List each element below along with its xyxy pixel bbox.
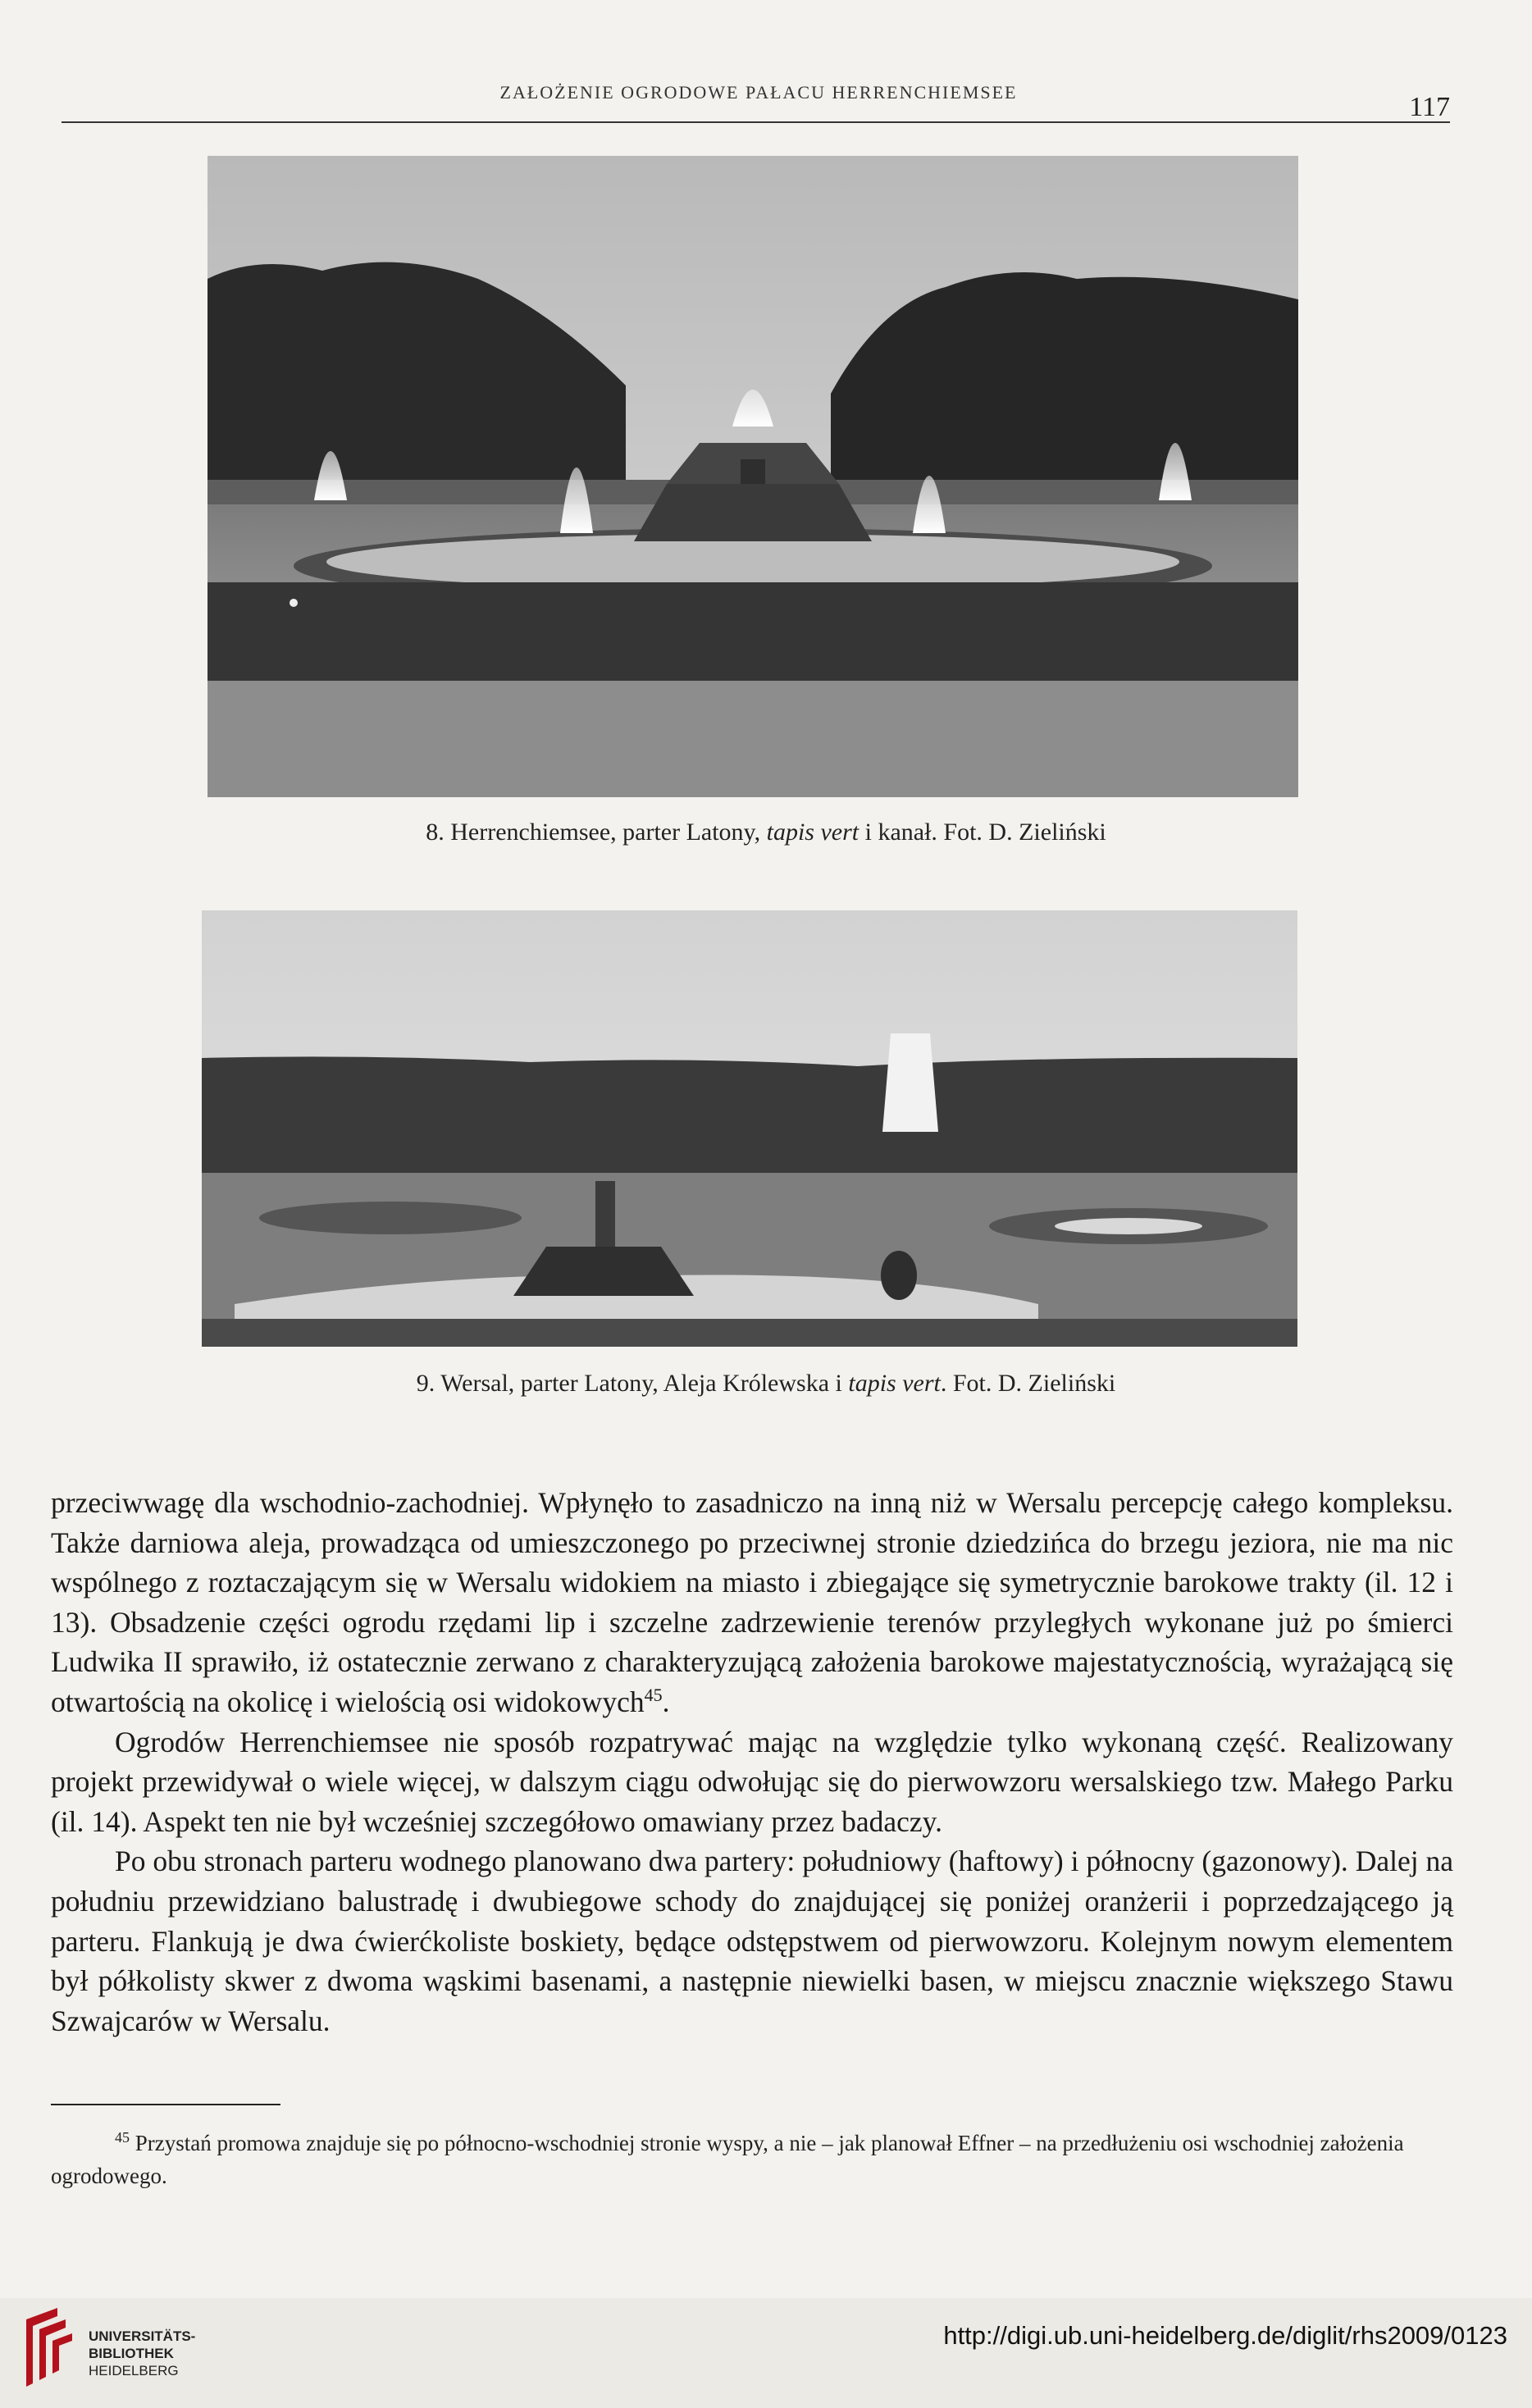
caption-text: 9. Wersal, parter Latony, Aleja Królewska i bbox=[416, 1370, 849, 1397]
figure-9-caption bbox=[164, 1370, 1368, 1398]
paragraph-text: przeciwwagę dla wschodnio-zachodniej. Wpłynęło to zasadniczo na inną niż w Wersalu percepcję całego kompleksu. Także darniowa aleja, prowadząca od umieszczonego po przeciwnej stronie dziedzińca do brzegu jeziora, nie ma nic wspólnego z roztaczającym się w Wersalu widokiem na miasto i zbiegające się symetrycznie barokowe trakty (il. 12 i 13). Obsadzenie części ogrodu rzędami lip i szczelne zadrzewienie terenów przyległych wykonane już po śmierci Ludwika II sprawiło, iż ostatecznie zerwano z charakteryzującą założenia barokowe majestatycznością, wyrażającą się otwartością na okolicę i wielością osi widokowych bbox=[51, 1486, 1453, 1718]
footer-bar bbox=[0, 2298, 1532, 2408]
paragraph bbox=[51, 1483, 1453, 1722]
figure-9-photo bbox=[202, 910, 1297, 1347]
footnote-number: 45 bbox=[115, 2129, 130, 2146]
versailles-photo-illustration bbox=[202, 910, 1297, 1347]
caption-text: . Fot. D. Zieliński bbox=[940, 1370, 1116, 1397]
paragraph: Ogrodów Herrenchiemsee nie sposób rozpatrywać mając na względzie tylko wykonaną część. Realizowany projekt przewidywał o wiele więcej, w dalszym ciągu odwołując się do pierwowzoru wersalskiego tzw. Małego Parku (il. 14). Aspekt ten nie był wcześniej szczegółowo omawiany przez badaczy. bbox=[51, 1725, 1453, 1838]
body-text bbox=[51, 1483, 1453, 2041]
footnote bbox=[51, 2121, 1453, 2192]
fountain-photo-illustration bbox=[207, 156, 1298, 797]
figure-8-photo bbox=[207, 156, 1298, 797]
source-url-link[interactable]: http://digi.ub.uni-heidelberg.de/diglit/rhs2009/0123 bbox=[943, 2321, 1507, 2350]
footnote-rule bbox=[51, 2104, 280, 2105]
footnote-reference: 45 bbox=[644, 1685, 663, 1706]
header-rule bbox=[62, 121, 1450, 123]
library-logo-icon bbox=[15, 2305, 74, 2395]
caption-italic-text: tapis vert bbox=[766, 819, 859, 846]
caption-text: 8. Herrenchiemsee, parter Latony, bbox=[426, 819, 767, 846]
library-name-line: UNIVERSITÄTS- bbox=[89, 2328, 196, 2344]
running-head: ZAŁOŻENIE OGRODOWE PAŁACU HERRENCHIEMSEE bbox=[499, 82, 1018, 103]
footnote-text: Przystań promowa znajduje się po północno-wschodniej stronie wyspy, a nie – jak planował Effner – na przedłużeniu osi wschodniej założenia ogrodowego. bbox=[51, 2131, 1404, 2188]
paragraph-end: . bbox=[662, 1685, 670, 1718]
library-name-line: HEIDELBERG bbox=[89, 2363, 179, 2378]
page-number: 117 bbox=[1409, 92, 1450, 122]
paragraph: Po obu stronach parteru wodnego planowano dwa partery: południowy (haftowy) i północny (gazonowy). Dalej na południu przewidziano balustradę i dwubiegowe schody do znajdującej się poniżej oranżerii i poprzedzającego ją parteru. Flankują je dwa ćwierćkoliste boskiety, będące odstępstwem od pierwowzoru. Kolejnym nowym elementem był półkolisty skwer z dwoma wąskimi basenami, a następnie niewielki basen, w miejscu znacznie większego Stawu Szwajcarów w Wersalu. bbox=[51, 1845, 1453, 2037]
library-name bbox=[89, 2328, 195, 2379]
caption-italic-text: tapis vert bbox=[848, 1370, 941, 1397]
caption-text: i kanał. Fot. D. Zieliński bbox=[859, 819, 1106, 846]
library-name-line: BIBLIOTHEK bbox=[89, 2346, 174, 2361]
figure-8-caption bbox=[164, 819, 1368, 846]
